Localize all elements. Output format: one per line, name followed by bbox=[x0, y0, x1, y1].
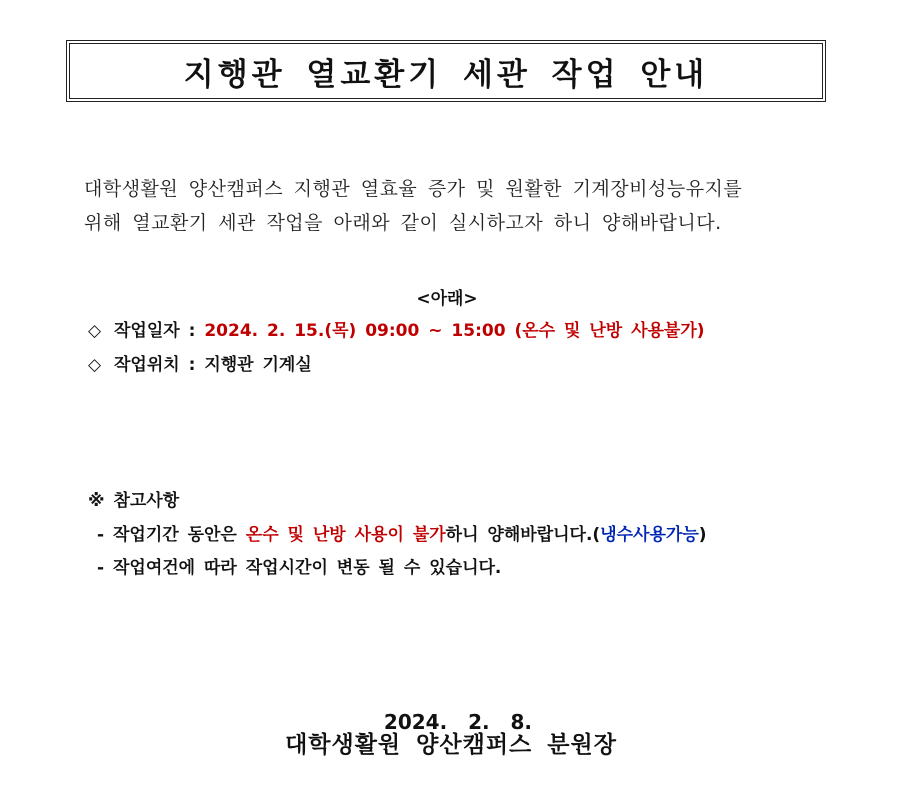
note-item-2: - 작업여건에 따라 작업시간이 변동 될 수 있습니다. bbox=[97, 558, 502, 578]
footer-date-text: 2024. 2. 8. bbox=[383, 710, 532, 734]
page-title: 지행관 열교환기 세관 작업 안내 bbox=[183, 56, 709, 93]
intro-line-2: 위해 열교환기 세관 작업을 아래와 같이 실시하고자 하니 양해바랍니다. bbox=[84, 212, 722, 234]
note-1-suffix: ) bbox=[698, 525, 707, 545]
intro-line-1: 대학생활원 양산캠퍼스 지행관 열효율 증가 및 원활한 기계장비성능유지를 bbox=[84, 178, 743, 200]
diamond-bullet-icon: ◇ bbox=[88, 355, 102, 375]
intro-paragraph bbox=[84, 172, 844, 240]
work-date-label: 작업일자 : bbox=[114, 321, 205, 341]
footer-signer bbox=[0, 726, 906, 759]
note-item-1 bbox=[97, 520, 707, 545]
note-1-blue: 냉수사용가능 bbox=[600, 525, 699, 545]
below-heading-text: <아래> bbox=[416, 289, 478, 309]
work-date-value: 2024. 2. 15.(목) 09:00 ~ 15:00 (온수 및 난방 사용불가) bbox=[204, 321, 705, 341]
note-1-highlight: 온수 및 난방 사용이 불가 bbox=[245, 525, 446, 545]
work-location-row bbox=[88, 350, 312, 375]
title-box bbox=[69, 43, 823, 99]
work-location-value: 지행관 기계실 bbox=[204, 355, 312, 375]
below-heading bbox=[0, 284, 906, 309]
diamond-bullet-icon: ◇ bbox=[88, 321, 102, 341]
notes-heading: ※ 참고사항 bbox=[88, 491, 180, 511]
work-location-label: 작업위치 : bbox=[114, 355, 205, 375]
note-1-prefix: - 작업기간 동안은 bbox=[97, 525, 246, 545]
note-1-middle: 하니 양해바랍니다.( bbox=[445, 525, 601, 545]
work-date-row bbox=[88, 316, 705, 341]
footer-signer-text: 대학생활원 양산캠퍼스 분원장 bbox=[285, 732, 617, 758]
